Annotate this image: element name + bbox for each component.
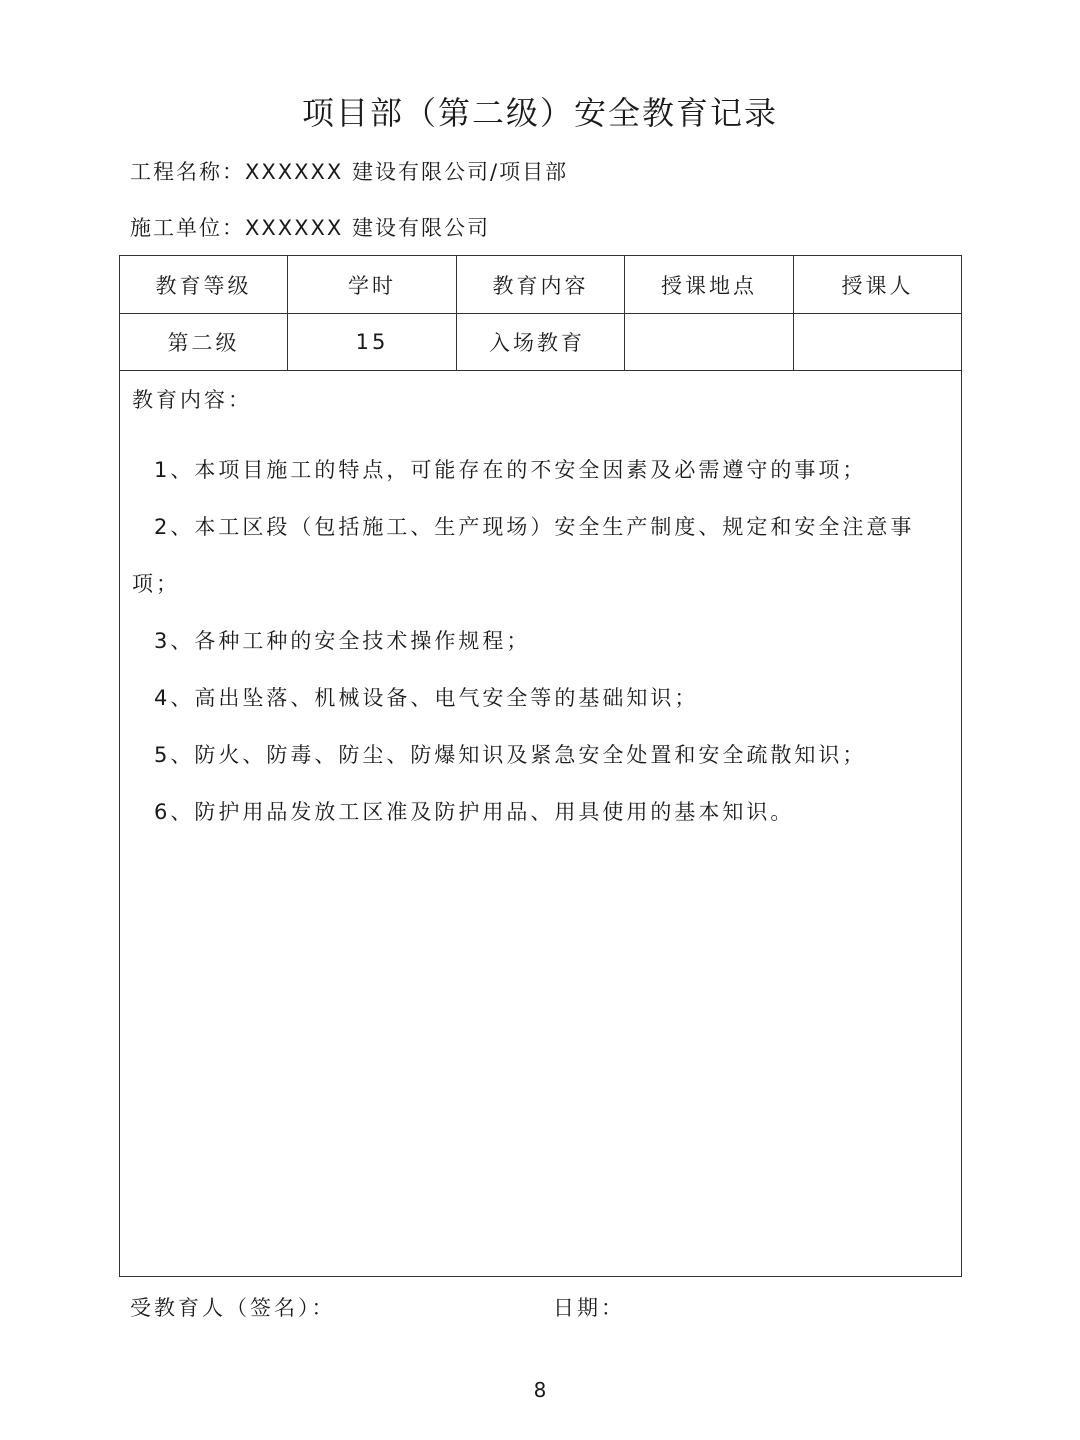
recipient-signature-label: 受教育人（签名）： [130, 1296, 336, 1320]
content-item: 4、高出坠落、机械设备、电气安全等的基础知识； [154, 686, 699, 710]
construction-unit-line: 施工单位：XXXXXX 建设有限公司 [130, 216, 490, 240]
content-label: 教育内容： [132, 388, 252, 412]
header-instructor: 授课人 [794, 256, 961, 314]
project-name-line: 工程名称：XXXXXX 建设有限公司/项目部 [130, 160, 569, 184]
header-education-level: 教育等级 [120, 256, 288, 314]
header-grid [120, 256, 961, 371]
content-item: 2、本工区段（包括施工、生产现场）安全生产制度、规定和安全注意事项； [132, 515, 915, 596]
content-item: 6、防护用品发放工区准及防护用品、用具使用的基本知识。 [154, 800, 795, 824]
cell-instructor [794, 314, 961, 371]
header-education-content: 教育内容 [457, 256, 625, 314]
header-location: 授课地点 [625, 256, 794, 314]
cell-hours: 15 [288, 314, 457, 371]
header-hours: 学时 [288, 256, 457, 314]
page-number: 8 [533, 1378, 547, 1402]
page-title: 项目部（第二级）安全教育记录 [301, 94, 778, 132]
date-label: 日期： [553, 1296, 625, 1320]
cell-education-content: 入场教育 [457, 314, 625, 371]
content-item: 1、本项目施工的特点，可能存在的不安全因素及必需遵守的事项； [154, 458, 867, 482]
cell-location [625, 314, 794, 371]
education-content-area [120, 371, 961, 841]
cell-education-level: 第二级 [120, 314, 288, 371]
content-item: 3、各种工种的安全技术操作规程； [154, 629, 531, 653]
content-item: 5、防火、防毒、防尘、防爆知识及紧急安全处置和安全疏散知识； [154, 743, 867, 767]
record-table [119, 255, 962, 1277]
